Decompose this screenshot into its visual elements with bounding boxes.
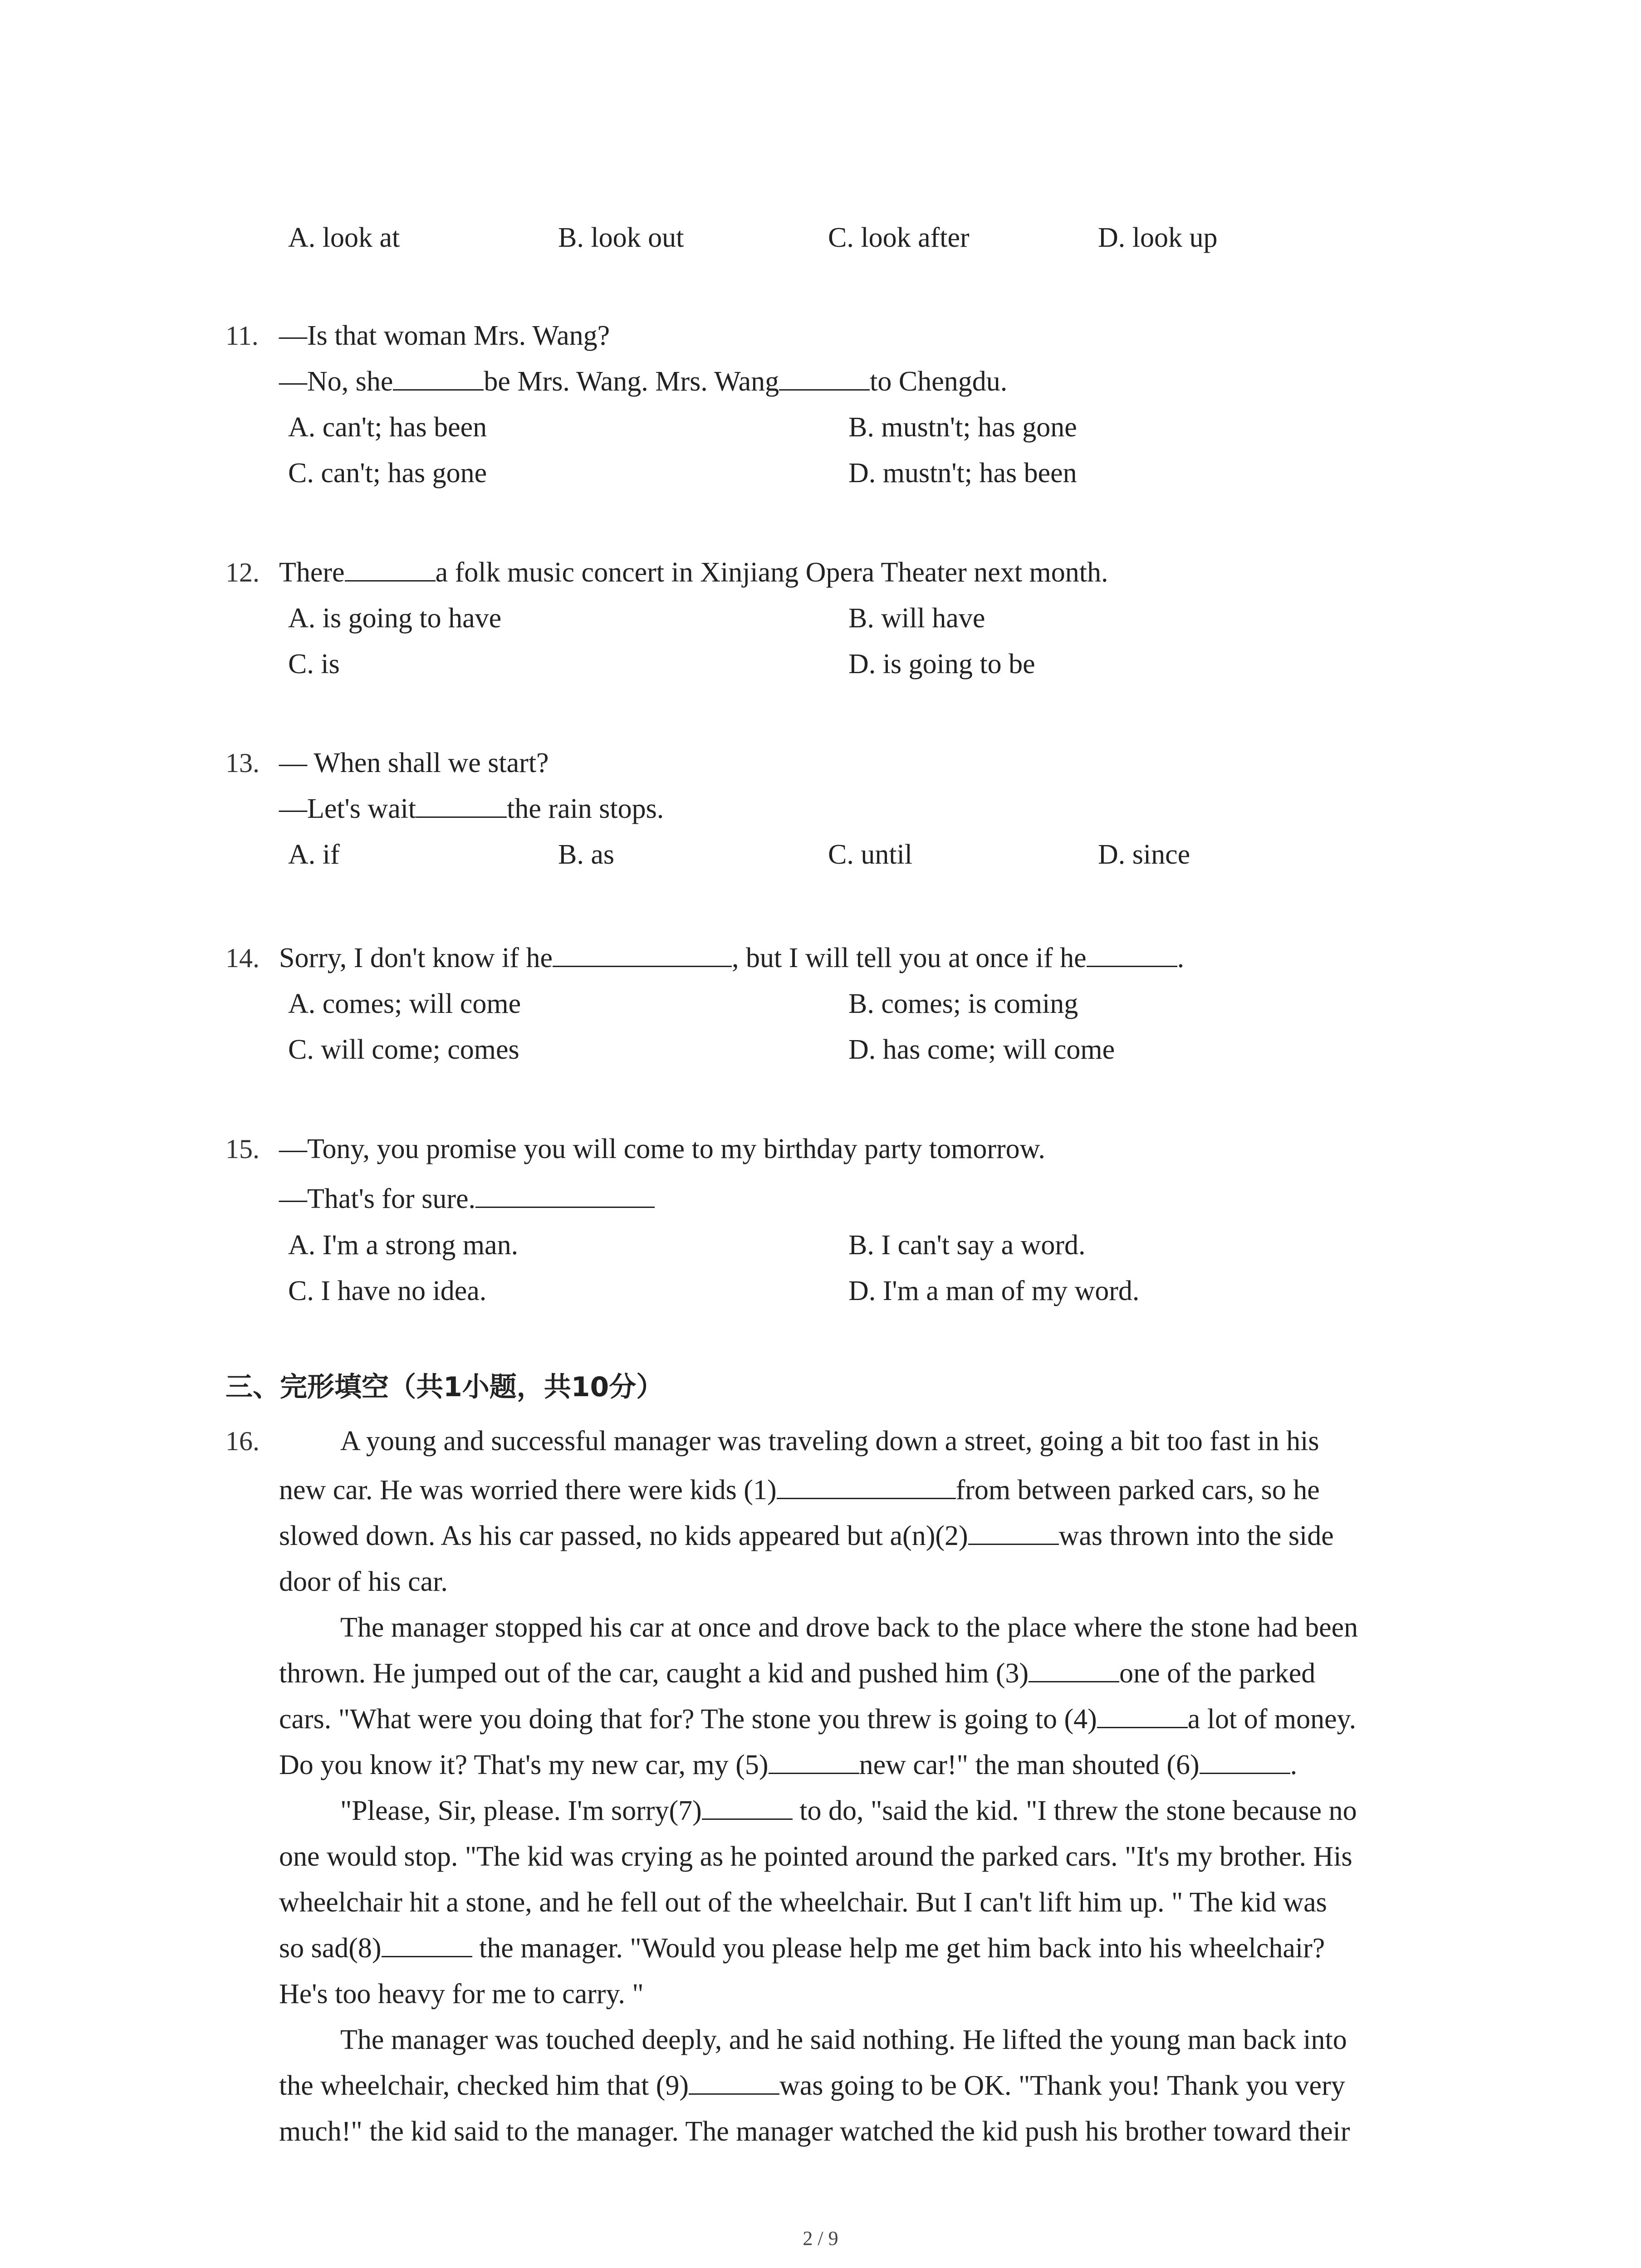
q16-p3-line5: He's too heavy for me to carry. " [279,1979,644,2009]
q16-p2-line2 [279,1655,1315,1691]
q11-text: —No, she [279,366,393,397]
q14-text: . [1177,943,1185,973]
q14-option-b: B. comes; is coming [848,988,1078,1019]
q16-text: "Please, Sir, please. I'm sorry(7) [340,1795,702,1826]
q12-number: 12. [225,557,260,587]
section-heading: 三、完形填空（共1小题，共10分） [225,1371,664,1403]
q16-text: so sad(8) [279,1933,382,1964]
q16-text: a lot of money. [1187,1704,1357,1735]
q14-line1 [279,940,1184,976]
q11-option-a: A. can't; has been [288,412,487,443]
q12-option-c: C. is [288,649,340,679]
q16-p3-line4 [279,1930,1325,1966]
q12-option-b: B. will have [848,603,985,634]
answer-blank [393,364,484,391]
q11-number: 11. [225,321,259,351]
q16-p4-line1: The manager was touched deeply, and he said nothing. He lifted the young man back into [340,2024,1347,2055]
q16-text: slowed down. As his car passed, no kids appeared but a(n)(2) [279,1520,968,1551]
q12-option-a: A. is going to have [288,603,502,634]
q16-text: . [1290,1750,1298,1780]
q13-option-d: D. since [1098,839,1190,870]
q16-p1-line4: door of his car. [279,1566,448,1597]
q11-line1: —Is that woman Mrs. Wang? [279,320,610,351]
answer-blank [769,1747,859,1774]
q13-number: 13. [225,748,260,778]
q16-text: from between parked cars, so he [955,1475,1320,1505]
q15-line1: —Tony, you promise you will come to my birthday party tomorrow. [279,1134,1045,1164]
answer-blank [382,1931,472,1957]
q11-option-b: B. mustn't; has gone [848,412,1077,443]
q16-p4-line3: much!" the kid said to the manager. The manager watched the kid push his brother toward their [279,2116,1350,2147]
q14-text: , but I will tell you at once if he [731,943,1087,973]
q15-option-b: B. I can't say a word. [848,1230,1086,1261]
q16-text: thrown. He jumped out of the car, caught a kid and pushed him (3) [279,1658,1029,1689]
answer-blank [1097,1701,1188,1728]
q15-option-a: A. I'm a strong man. [288,1230,519,1261]
q15-option-c: C. I have no idea. [288,1276,487,1306]
page-number: 2 / 9 [803,2227,838,2249]
answer-blank [1087,940,1177,967]
q10-option-a: A. look at [288,222,400,253]
q16-p3-line2: one would stop. "The kid was crying as he pointed around the parked cars. "It's my brother. His [279,1841,1352,1872]
q16-p1-line3 [279,1518,1334,1554]
q13-line1: — When shall we start? [279,748,549,778]
q10-option-b: B. look out [558,222,684,253]
q16-p1-line1: A young and successful manager was traveling down a street, going a bit too fast in his [340,1426,1319,1457]
answer-blank [345,555,436,582]
q16-p3-line3: wheelchair hit a stone, and he fell out of the wheelchair. But I can't lift him up. " The kid was [279,1887,1327,1918]
answer-blank [779,364,870,391]
q14-text: Sorry, I don't know if he [279,943,553,973]
q11-line2 [279,363,1007,400]
q16-text: cars. "What were you doing that for? The stone you threw is going to (4) [279,1704,1097,1735]
q13-text: —Let's wait [279,793,416,824]
q16-p2-line3 [279,1701,1356,1737]
answer-blank [1029,1656,1119,1682]
answer-blank [1200,1747,1290,1774]
q12-text: There [279,557,345,588]
q16-p3-line1 [340,1793,1357,1829]
q16-text: new car. He was worried there were kids (1) [279,1475,777,1505]
q16-text: the wheelchair, checked him that (9) [279,2070,689,2101]
q11-option-c: C. can't; has gone [288,458,487,489]
q16-text: new car!" the man shouted (6) [859,1750,1200,1780]
q15-number: 15. [225,1134,260,1164]
q11-text: be Mrs. Wang. Mrs. Wang [484,366,779,397]
q16-p4-line2 [279,2068,1345,2104]
q12-line1 [279,554,1108,591]
answer-blank [689,2068,779,2095]
q13-option-a: A. if [288,839,340,870]
q15-line2 [279,1181,655,1217]
q16-text: the manager. "Would you please help me get him back into his wheelchair? [472,1933,1325,1964]
q13-option-b: B. as [558,839,614,870]
q16-p2-line1: The manager stopped his car at once and drove back to the place where the stone had been [340,1612,1358,1643]
q14-number: 14. [225,943,260,973]
q16-p1-line2 [279,1472,1320,1508]
q14-option-d: D. has come; will come [848,1034,1115,1065]
q13-line2 [279,791,664,827]
q13-text: the rain stops. [507,793,664,824]
q16-text: one of the parked [1119,1658,1316,1689]
q16-text: was going to be OK. "Thank you! Thank you very [779,2070,1345,2101]
q14-option-c: C. will come; comes [288,1034,519,1065]
q10-option-d: D. look up [1098,222,1218,253]
q11-option-d: D. mustn't; has been [848,458,1077,489]
answer-blank [968,1518,1059,1545]
q16-number: 16. [225,1426,260,1456]
q12-text: a folk music concert in Xinjiang Opera Theater next month. [435,557,1108,588]
q13-option-c: C. until [828,839,913,870]
q14-option-a: A. comes; will come [288,988,521,1019]
answer-blank [416,791,507,818]
q16-text: Do you know it? That's my new car, my (5) [279,1750,769,1780]
q15-text: —That's for sure. [279,1183,476,1214]
q16-text: to do, "said the kid. "I threw the stone because no [792,1795,1357,1826]
answer-blank [475,1181,655,1208]
q11-text: to Chengdu. [870,366,1008,397]
answer-blank [702,1793,793,1820]
q16-p2-line4 [279,1747,1297,1783]
answer-blank [777,1472,956,1499]
q10-option-c: C. look after [828,222,970,253]
q16-text: was thrown into the side [1058,1520,1334,1551]
answer-blank [553,940,732,967]
q12-option-d: D. is going to be [848,649,1035,679]
q15-option-d: D. I'm a man of my word. [848,1276,1140,1306]
